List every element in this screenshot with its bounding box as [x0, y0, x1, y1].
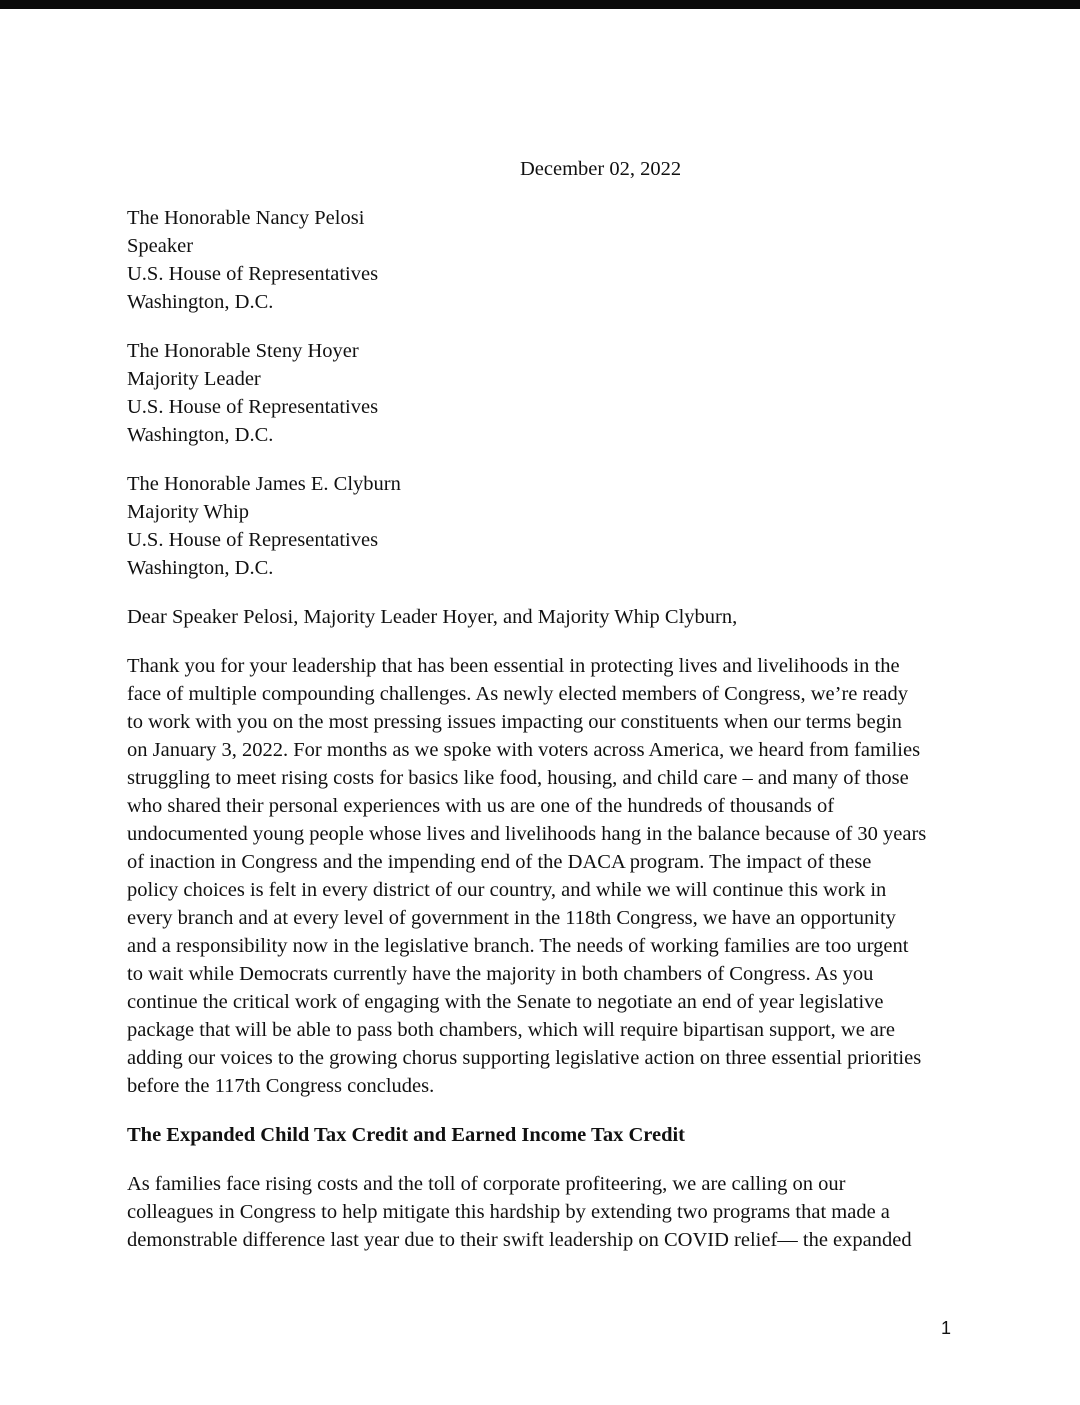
paragraph-line: policy choices is felt in every district of our country, and while we will continue this work in — [127, 879, 887, 901]
addressee-name: The Honorable Nancy Pelosi — [127, 207, 365, 229]
addressee-title: Majority Whip — [127, 501, 250, 523]
paragraph-line: struggling to meet rising costs for basics like food, housing, and child care – and many of those — [127, 767, 909, 789]
addressee-block — [127, 204, 957, 316]
page-number: 1 — [941, 1318, 952, 1338]
body-paragraph — [127, 652, 957, 1100]
addressee-name: The Honorable James E. Clyburn — [127, 473, 401, 495]
paragraph-line: who shared their personal experiences with us are one of the hundreds of thousands of — [127, 795, 835, 817]
paragraph-line: every branch and at every level of government in the 118th Congress, we have an opportunity — [127, 907, 896, 929]
paragraph-line: before the 117th Congress concludes. — [127, 1075, 435, 1097]
paragraph-line: adding our voices to the growing chorus supporting legislative action on three essential priorities — [127, 1047, 922, 1069]
body-paragraph — [127, 1170, 957, 1254]
addressee-block — [127, 337, 957, 449]
addressee-institution: U.S. House of Representatives — [127, 263, 379, 285]
addressee-block — [127, 470, 957, 582]
paragraph-line: As families face rising costs and the toll of corporate profiteering, we are calling on our — [127, 1173, 846, 1195]
paragraph-line: to wait while Democrats currently have the majority in both chambers of Congress. As you — [127, 963, 874, 985]
paragraph-line: on January 3, 2022. For months as we spoke with voters across America, we heard from families — [127, 739, 921, 761]
paragraph-line: of inaction in Congress and the impending end of the DACA program. The impact of these — [127, 851, 872, 873]
addressee-title: Majority Leader — [127, 368, 261, 390]
paragraph-line: package that will be able to pass both chambers, which will require bipartisan support, we are — [127, 1019, 895, 1041]
addressee-city: Washington, D.C. — [127, 291, 274, 313]
letter-body — [127, 204, 957, 1275]
addressee-institution: U.S. House of Representatives — [127, 529, 379, 551]
paragraph-line: colleagues in Congress to help mitigate this hardship by extending two programs that made a — [127, 1201, 890, 1223]
top-edge-bar — [0, 0, 1080, 9]
letter-date: December 02, 2022 — [520, 158, 682, 180]
paragraph-line: to work with you on the most pressing issues impacting our constituents when our terms begin — [127, 711, 902, 733]
salutation: Dear Speaker Pelosi, Majority Leader Hoyer, and Majority Whip Clyburn, — [127, 606, 738, 628]
section-heading: The Expanded Child Tax Credit and Earned Income Tax Credit — [127, 1124, 686, 1146]
addressee-title: Speaker — [127, 235, 194, 257]
paragraph-line: undocumented young people whose lives and livelihoods hang in the balance because of 30 years — [127, 823, 927, 845]
addressee-city: Washington, D.C. — [127, 557, 274, 579]
addressee-name: The Honorable Steny Hoyer — [127, 340, 359, 362]
paragraph-line: demonstrable difference last year due to their swift leadership on COVID relief— the expanded — [127, 1229, 912, 1251]
addressee-institution: U.S. House of Representatives — [127, 396, 379, 418]
paragraph-line: face of multiple compounding challenges. As newly elected members of Congress, we’re ready — [127, 683, 909, 705]
paragraph-line: continue the critical work of engaging with the Senate to negotiate an end of year legislative — [127, 991, 884, 1013]
addressee-city: Washington, D.C. — [127, 424, 274, 446]
paragraph-line: and a responsibility now in the legislative branch. The needs of working families are too urgent — [127, 935, 909, 957]
paragraph-line: Thank you for your leadership that has been essential in protecting lives and livelihoods in the — [127, 655, 900, 677]
